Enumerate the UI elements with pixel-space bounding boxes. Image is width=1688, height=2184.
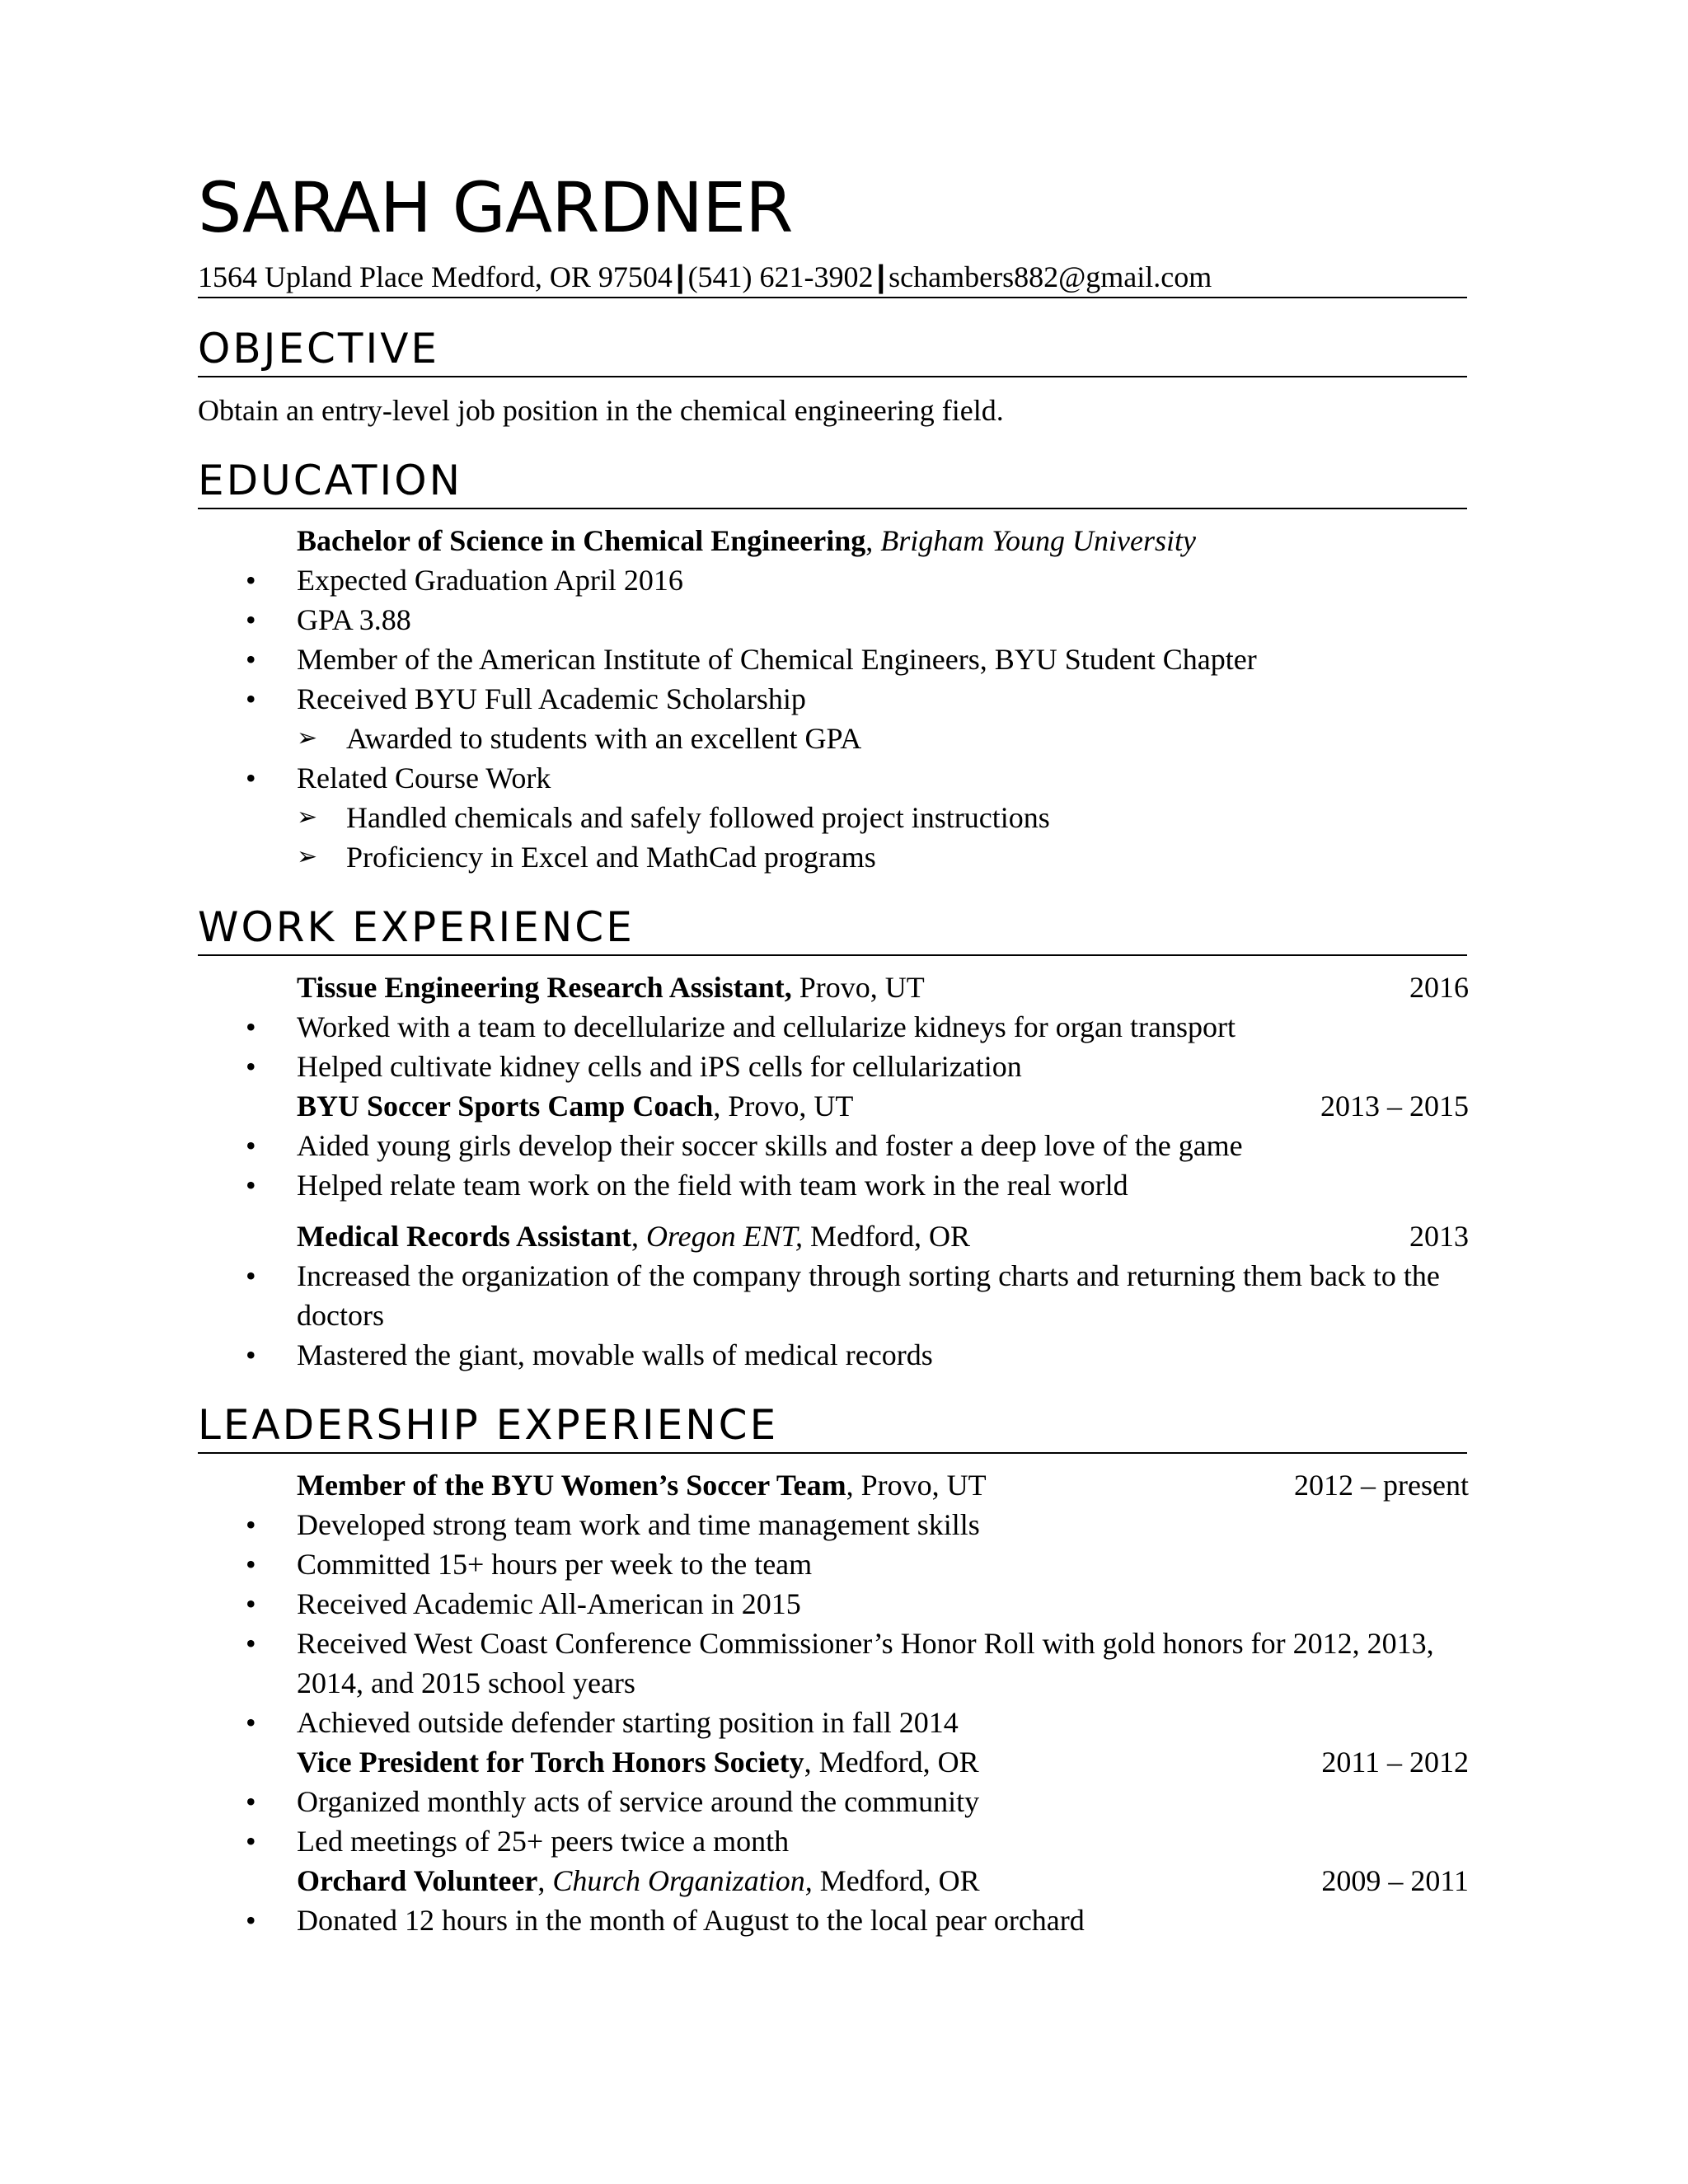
- list-item: • Committed 15+ hours per week to the team: [198, 1544, 1467, 1584]
- bullet-icon: •: [246, 564, 256, 597]
- list-item: • Received Academic All-American in 2015: [198, 1584, 1467, 1624]
- bullet-icon: •: [246, 1338, 256, 1371]
- list-item: • Received West Coast Conference Commissioner’s Honor Roll with gold honors for 2012, 2013, 2014, and 2015 school years: [198, 1624, 1467, 1703]
- leadership-date: 2009 – 2011: [1321, 1864, 1469, 1897]
- job-entry: [198, 1216, 1467, 1375]
- phone: (541) 621-3902: [687, 260, 874, 293]
- bullet-icon: •: [246, 1010, 256, 1043]
- list-item: • Increased the organization of the company through sorting charts and returning them back to the doctors: [198, 1256, 1467, 1335]
- sub-list-item: ➢ Proficiency in Excel and MathCad programs: [297, 837, 1467, 877]
- school: Brigham Young University: [880, 524, 1196, 557]
- sub-list-item: ➢ Awarded to students with an excellent GPA: [297, 719, 1467, 758]
- list-item: • Mastered the giant, movable walls of medical records: [198, 1335, 1467, 1375]
- job-entry: [198, 1086, 1467, 1205]
- bullet-icon: •: [246, 1548, 256, 1581]
- address: 1564 Upland Place Medford, OR 97504: [198, 260, 673, 293]
- arrowhead-icon: ➢: [297, 724, 318, 752]
- list-item: • Related Course Work ➢ Handled chemicals and safely followed project instructions ➢ Proficiency in Excel and MathCad programs: [198, 758, 1467, 877]
- resume-page: [198, 165, 1467, 1940]
- leadership-heading: LEADERSHIP EXPERIENCE: [198, 1404, 1467, 1454]
- contact-line: [198, 254, 1467, 298]
- job-head: Medical Records Assistant, Oregon ENT, Medford, OR 2013: [297, 1216, 1467, 1256]
- separator-bar: |: [876, 260, 886, 294]
- degree: Bachelor of Science in Chemical Engineering: [297, 524, 866, 557]
- bullet-icon: •: [246, 1508, 256, 1541]
- bullet-icon: •: [246, 1129, 256, 1162]
- list-item: • Expected Graduation April 2016: [198, 560, 1467, 600]
- bullet-icon: •: [246, 1904, 256, 1937]
- objective-text: Obtain an entry-level job position in the chemical engineering field.: [198, 394, 1004, 427]
- leadership-entry: [198, 1861, 1467, 1940]
- bullet-icon: •: [246, 682, 256, 715]
- list-item: • GPA 3.88: [198, 600, 1467, 640]
- list-item: • Received BYU Full Academic Scholarship ➢ Awarded to students with an excellent GPA: [198, 679, 1467, 758]
- separator-bar: |: [675, 260, 685, 294]
- leadership-entry: [198, 1465, 1467, 1742]
- bullet-icon: •: [246, 762, 256, 794]
- job-head: BYU Soccer Sports Camp Coach, Provo, UT 2013 – 2015: [297, 1086, 1467, 1126]
- bullet-icon: •: [246, 603, 256, 636]
- bullet-icon: •: [246, 643, 256, 676]
- job-head: Tissue Engineering Research Assistant, Provo, UT 2016: [297, 968, 1467, 1007]
- sub-list-item: ➢ Handled chemicals and safely followed project instructions: [297, 798, 1467, 837]
- education-bullets: [246, 560, 1467, 877]
- list-item: • Worked with a team to decellularize and cellularize kidneys for organ transport: [198, 1007, 1467, 1047]
- bullet-icon: •: [246, 1050, 256, 1083]
- list-item: • Organized monthly acts of service around the community: [198, 1782, 1467, 1821]
- candidate-name: SARAH GARDNER: [198, 167, 793, 248]
- list-item: • Member of the American Institute of Chemical Engineers, BYU Student Chapter: [198, 640, 1467, 679]
- bullet-icon: •: [246, 1785, 256, 1818]
- leadership-head: Orchard Volunteer, Church Organization, Medford, OR 2009 – 2011: [297, 1861, 1467, 1900]
- objective-heading: OBJECTIVE: [198, 328, 1467, 377]
- work-heading: WORK EXPERIENCE: [198, 907, 1467, 956]
- bullet-icon: •: [246, 1587, 256, 1620]
- list-item: • Donated 12 hours in the month of August to the local pear orchard: [198, 1900, 1467, 1940]
- job-date: 2016: [1409, 971, 1469, 1004]
- bullet-icon: •: [246, 1627, 256, 1660]
- list-item: • Developed strong team work and time management skills: [198, 1505, 1467, 1544]
- job-date: 2013: [1409, 1220, 1469, 1253]
- leadership-head: Member of the BYU Women’s Soccer Team, Provo, UT 2012 – present: [297, 1465, 1467, 1505]
- list-item: • Helped relate team work on the field with team work in the real world: [198, 1165, 1467, 1205]
- list-item: • Aided young girls develop their soccer skills and foster a deep love of the game: [198, 1126, 1467, 1165]
- job-date: 2013 – 2015: [1320, 1090, 1469, 1122]
- bullet-icon: •: [246, 1259, 256, 1292]
- bullet-icon: •: [246, 1169, 256, 1202]
- arrowhead-icon: ➢: [297, 843, 318, 870]
- education-entry-head: Bachelor of Science in Chemical Engineering, Brigham Young University: [297, 524, 1196, 557]
- arrowhead-icon: ➢: [297, 804, 318, 831]
- list-item: • Achieved outside defender starting position in fall 2014: [198, 1703, 1467, 1742]
- leadership-date: 2012 – present: [1294, 1469, 1469, 1502]
- bullet-icon: •: [246, 1706, 256, 1739]
- leadership-head: Vice President for Torch Honors Society, Medford, OR 2011 – 2012: [297, 1742, 1467, 1782]
- education-heading: EDUCATION: [198, 460, 1467, 509]
- bullet-icon: •: [246, 1825, 256, 1858]
- list-item: • Helped cultivate kidney cells and iPS cells for cellularization: [198, 1047, 1467, 1086]
- email: schambers882@gmail.com: [889, 260, 1212, 293]
- job-entry: [198, 968, 1467, 1086]
- leadership-entry: [198, 1742, 1467, 1861]
- list-item: • Led meetings of 25+ peers twice a month: [198, 1821, 1467, 1861]
- leadership-date: 2011 – 2012: [1321, 1746, 1469, 1779]
- education-entry: [297, 521, 1467, 560]
